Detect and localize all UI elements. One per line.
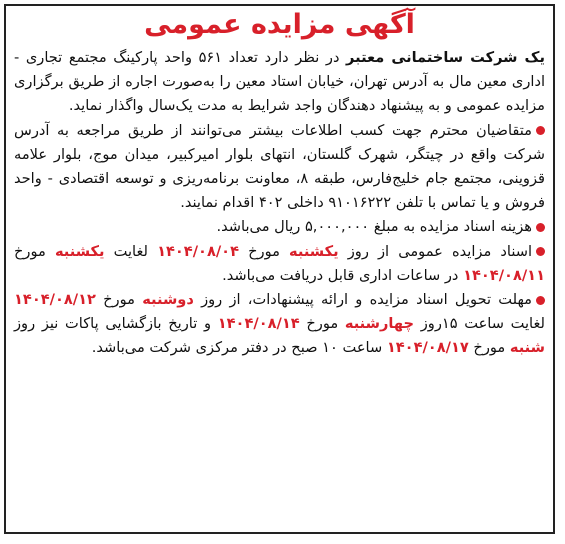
highlight-date: ۱۴۰۴/۰۸/۰۴ (157, 242, 239, 260)
bullet-icon (536, 247, 545, 256)
fee-paragraph (14, 215, 545, 239)
highlight-date: ۱۴۰۴/۰۸/۱۴ (217, 315, 300, 333)
highlight-day: یکشنبه (54, 242, 105, 260)
intro-paragraph (14, 46, 545, 119)
info-text: متقاضیان محترم جهت کسب اطلاعات بیشتر می‌توانند از طریق مراجعه به آدرس شرکت واقع در چیتگر، شهرک گلستان، انتهای بلوار امیرکبیر، میدان موج، بلوار علامه قزوینی، مجتمع جام خلیج‌فارس، طبقه ۸، معاونت برنامه‌ریزی و توسعه اقتصادی - واحد فروش و یا تماس با تلفن ۹۱۰۱۶۲۲۲ داخلی ۴۰۲ اقدام نمایند. (14, 121, 546, 212)
highlight-date: ۱۴۰۴/۰۸/۱۱ (463, 266, 545, 284)
documents-text: لغایت (104, 242, 158, 260)
deadline-text: مهلت تحویل اسناد مزایده و ارائه پیشنهادات، از روز (193, 291, 532, 309)
intro-text: در نظر دارد تعداد ۵۶۱ واحد پارکینگ مجتمع تجاری - اداری معین مال به آدرس تهران، خیابان استاد معین را به‌صورت اجاره از طریق برگزاری مزایده عمومی و به پیشنهاد دهندگان واجد شرایط به مدت یک‌سال واگذار نماید. (14, 49, 545, 115)
highlight-date: ۱۴۰۴/۰۸/۱۷ (386, 339, 469, 357)
highlight-day: چهارشنبه (344, 315, 415, 333)
company-name: یک شرکت ساختمانی معتبر (346, 49, 545, 66)
bullet-icon (536, 126, 545, 135)
documents-text: مورخ (239, 242, 290, 260)
deadline-text: ساعت ۱۰ صبح در دفتر مرکزی شرکت می‌باشد. (91, 339, 387, 357)
documents-paragraph (14, 240, 545, 288)
highlight-day: شنبه (509, 339, 545, 357)
notice-frame (4, 4, 555, 534)
notice-body (6, 46, 553, 361)
documents-text: اسناد مزایده عمومی از روز (338, 242, 533, 260)
deadline-text: مورخ (299, 315, 345, 333)
info-paragraph (14, 119, 545, 216)
deadline-text: مورخ (95, 291, 143, 309)
highlight-day: دوشنبه (142, 291, 194, 309)
deadline-text: و تاریخ بازگشایی پاکات نیز روز (14, 315, 218, 333)
highlight-day: یکشنبه (289, 242, 339, 260)
fee-text: هزینه اسناد مزایده به مبلغ ۵,۰۰۰,۰۰۰ ریال می‌باشد. (216, 218, 532, 236)
notice-title: آگهی مزایده عمومی (144, 9, 415, 40)
bullet-icon (536, 223, 545, 232)
documents-text: مورخ (14, 242, 55, 260)
highlight-date: ۱۴۰۴/۰۸/۱۲ (14, 291, 96, 309)
deadline-text: لغایت ساعت ۱۵روز (414, 315, 545, 333)
deadline-paragraph (14, 288, 545, 361)
documents-text: در ساعات اداری قابل دریافت می‌باشد. (222, 266, 464, 284)
deadline-text: مورخ (468, 339, 510, 357)
bullet-icon (536, 296, 545, 305)
